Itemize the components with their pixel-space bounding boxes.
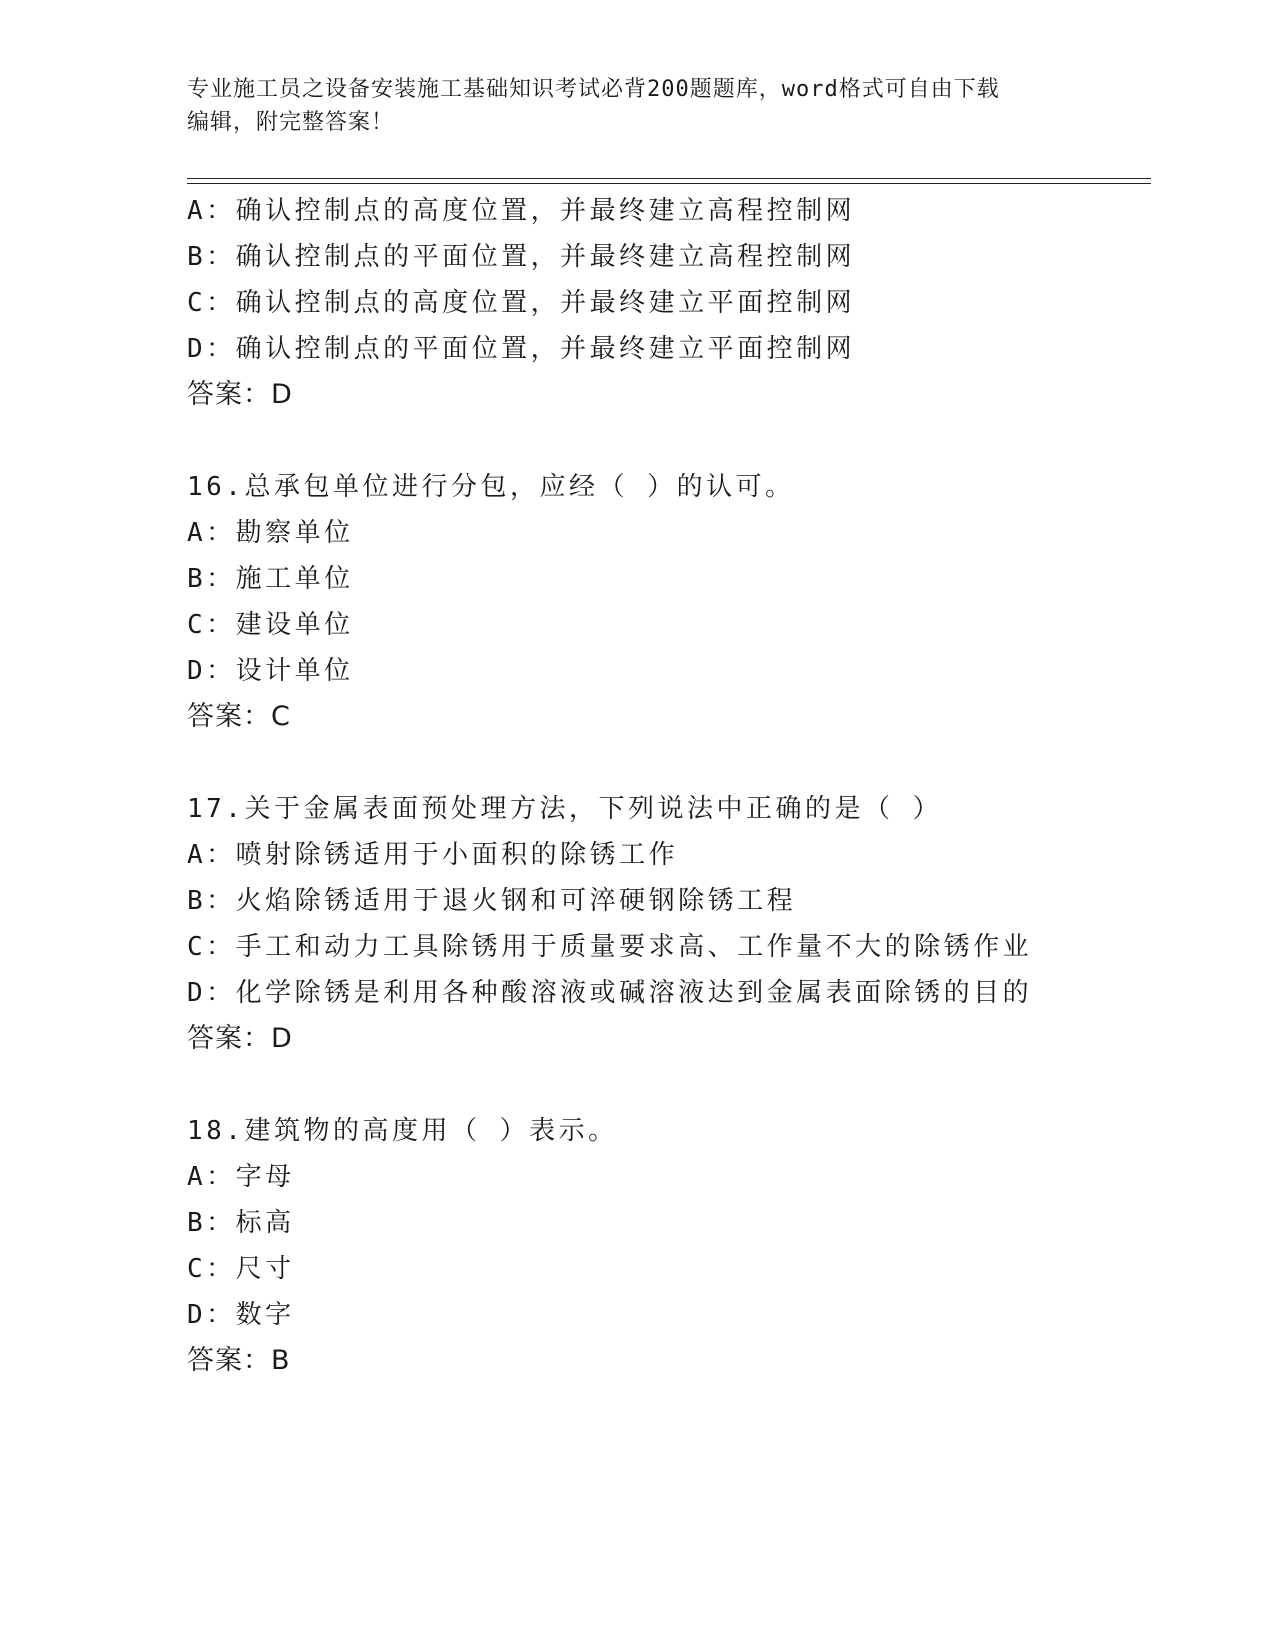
header-divider-bottom [187, 183, 1151, 184]
option-b: B：火焰除锈适用于退火钢和可淬硬钢除锈工程 [187, 886, 797, 916]
option-a: A：字母 [187, 1162, 295, 1192]
spacer [187, 418, 1147, 464]
header-line-2: 编辑，附完整答案！ [187, 110, 395, 135]
question-stem: 18.建筑物的高度用（ ）表示。 [187, 1116, 618, 1146]
answer: 答案：B [187, 1345, 291, 1376]
option-d: D：确认控制点的平面位置，并最终建立平面控制网 [187, 334, 856, 364]
option-d: D：化学除锈是利用各种酸溶液或碱溶液达到金属表面除锈的目的 [187, 978, 1033, 1008]
answer: 答案：C [187, 701, 291, 732]
header-line-1: 专业施工员之设备安装施工基础知识考试必背200题题库，word格式可自由下载 [187, 77, 1000, 102]
option-a: A：勘察单位 [187, 518, 354, 548]
question-list [187, 188, 1147, 1384]
spacer [187, 740, 1147, 786]
option-c: C：手工和动力工具除锈用于质量要求高、工作量不大的除锈作业 [187, 932, 1033, 962]
answer: 答案：D [187, 1023, 293, 1054]
answer: 答案：D [187, 379, 293, 410]
question-stem: 17.关于金属表面预处理方法，下列说法中正确的是（ ） [187, 794, 943, 824]
question-block-17 [187, 786, 1147, 1062]
document-header [187, 73, 1067, 139]
option-a: A：确认控制点的高度位置，并最终建立高程控制网 [187, 196, 856, 226]
question-block-18 [187, 1108, 1147, 1384]
question-stem: 16.总承包单位进行分包，应经（ ）的认可。 [187, 472, 795, 502]
question-block-16 [187, 464, 1147, 740]
option-d: D：数字 [187, 1300, 295, 1330]
header-divider-top [187, 178, 1151, 179]
option-b: B：施工单位 [187, 564, 354, 594]
option-c: C：建设单位 [187, 610, 354, 640]
spacer [187, 1062, 1147, 1108]
option-c: C：尺寸 [187, 1254, 295, 1284]
option-a: A：喷射除锈适用于小面积的除锈工作 [187, 840, 679, 870]
option-d: D：设计单位 [187, 656, 354, 686]
option-b: B：标高 [187, 1208, 295, 1238]
option-c: C：确认控制点的高度位置，并最终建立平面控制网 [187, 288, 856, 318]
option-b: B：确认控制点的平面位置，并最终建立高程控制网 [187, 242, 856, 272]
question-block-15 [187, 188, 1147, 418]
